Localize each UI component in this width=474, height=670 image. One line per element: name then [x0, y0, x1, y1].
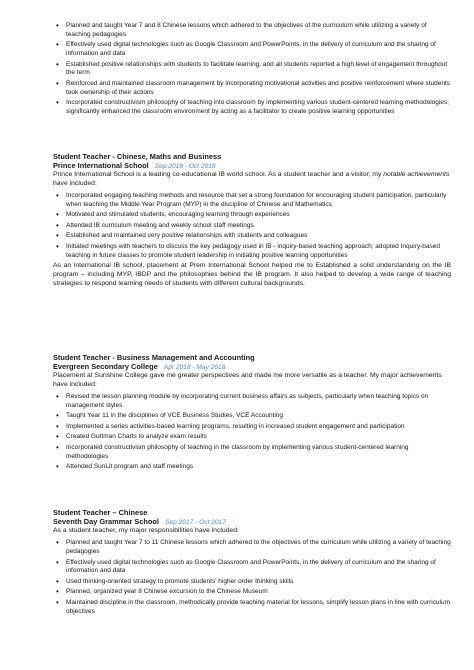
list-item: • Used thinking-oriented strategy to promote students' higher order thinking skills [53, 578, 451, 587]
list-item: • Effectively used digital technologies such as Google Classroom and PowerPoints, in the delivery of curriculum and the sharing of information and data [53, 41, 451, 58]
school-name: Evergreen Secondary College [53, 362, 158, 372]
job-dates: Sep 2017 - Oct 2017 [165, 519, 226, 527]
job-outro: As an international IB school, placement at Prem International School helped me to Established a solid understanding on the IB program – including MYP, IBDP and the philosophies behind the IB program. It also helped to develop a wide range of teaching strategies to respond learning needs of students with different cultural backgrounds. [53, 262, 451, 287]
school-line [53, 517, 451, 527]
list-item: • Established positive relationships with students to facilitate learning, and all students reported a high level of engagement throughout the term [53, 61, 451, 78]
job-bullets [53, 192, 451, 260]
job-dates: Sep 2018 - Oct 2018 [154, 163, 216, 171]
list-item: • Motivated and stimulated students, encouraging learning through experiences [53, 211, 451, 220]
job-intro: As a student teacher, my major responsibilities have included: [53, 527, 239, 535]
list-item: • Effectively used digital technologies such as Google Classroom and PowerPoints, in the delivery of curriculum and the sharing of information and data [53, 559, 451, 576]
list-item: • Maintained discipline in the classroom, methodically provide teaching material for lessons, simplify lesson plans in line with curriculum objectives [53, 599, 451, 616]
list-item: • Implemented a series activities-based learning programs, resulting in increased student engagement and participation [53, 423, 451, 432]
list-item: • Incorporated constructivism philosophy of teaching into classroom by implementing various student-centered learning methodologies; significantly enhanced the classroom environment by acting as a facilitator to create positive learning opportunities [53, 99, 451, 116]
job-intro: Placement at Sunshine College gave me greater perspectives and made me more versatile as a teacher. My major achievements have included: [53, 372, 442, 389]
intro-italic: notable achievements [383, 171, 450, 179]
list-item: • Reinforced and maintained classroom management by incorporating motivational activities and positive reinforcement where students took ownership of their actions [53, 80, 451, 97]
job-prince-international [53, 152, 451, 289]
intro-text-end: have included: [53, 180, 97, 188]
job-intro [53, 171, 451, 189]
job-evergreen-secondary [53, 353, 451, 474]
school-name: Prince International School [53, 161, 149, 171]
intro-text: Prince International School is a leading co-educational IB world school. As a student teacher and a visitor, my [53, 171, 382, 179]
list-item: • Attended SunLit program and staff meetings [53, 463, 451, 472]
job-title: Student Teacher - Business Management and Accounting [53, 353, 255, 362]
list-item: • Established and maintained very positive relationships with students and colleagues [53, 232, 451, 241]
list-item: • Created Guttman Charts to analyze exam results [53, 433, 451, 442]
list-item: • Planned and taught Year 7 and 8 Chinese lessons which adhered to the objectives of the curriculum while utilizing a variety of teaching pedagogies [53, 22, 451, 39]
list-item: • Planned and taught Year 7 to 11 Chinese lessons which adhered to the objectives of the curriculum while utilizing a variety of teaching pedagogies [53, 539, 451, 556]
job-bullets [53, 539, 451, 616]
school-name: Seventh Day Grammar School [53, 517, 159, 527]
school-line [53, 161, 451, 171]
list-item: • Taught Year 11 in the disciplines of VCE Business Studies, VCE Accounting [53, 412, 451, 421]
previous-job-section [53, 22, 451, 118]
list-item: • Attended IB curriculum meeting and weekly school staff meetings [53, 222, 451, 231]
list-item: • Incorporated constructivism philosophy of teaching in the classroom by implementing various student-centered learning methodologies [53, 444, 451, 461]
job-dates: Apr 2018 - May 2018 [163, 364, 226, 372]
job-seventh-day-grammar [53, 508, 451, 618]
previous-job-bullets [53, 22, 451, 117]
job-title: Student Teacher - Chinese, Maths and Business [53, 152, 222, 161]
job-bullets [53, 393, 451, 472]
list-item: • Planned, organized year 8 Chinese excursion to the Chinese Museum [53, 588, 451, 597]
school-line [53, 362, 451, 372]
list-item: • Initiated meetings with teachers to discuss the key pedagogy used in IB - inquiry-based teaching approach; adopted Inquiry-based teaching in future classes to promote student leadership in initiating positive learning opportunities [53, 243, 451, 260]
list-item: • Revised the lesson planning module by incorporating current business affairs as subjects, particularly when teaching topics on management styles [53, 393, 451, 410]
list-item: • Incorporated engaging teaching methods and resource that set a strong foundation for encouraging student participation, particularly when teaching the Middle Year Program (MYP) in the discipline of Chinese and Mathematics [53, 192, 451, 209]
job-title: Student Teacher – Chinese [53, 508, 148, 517]
